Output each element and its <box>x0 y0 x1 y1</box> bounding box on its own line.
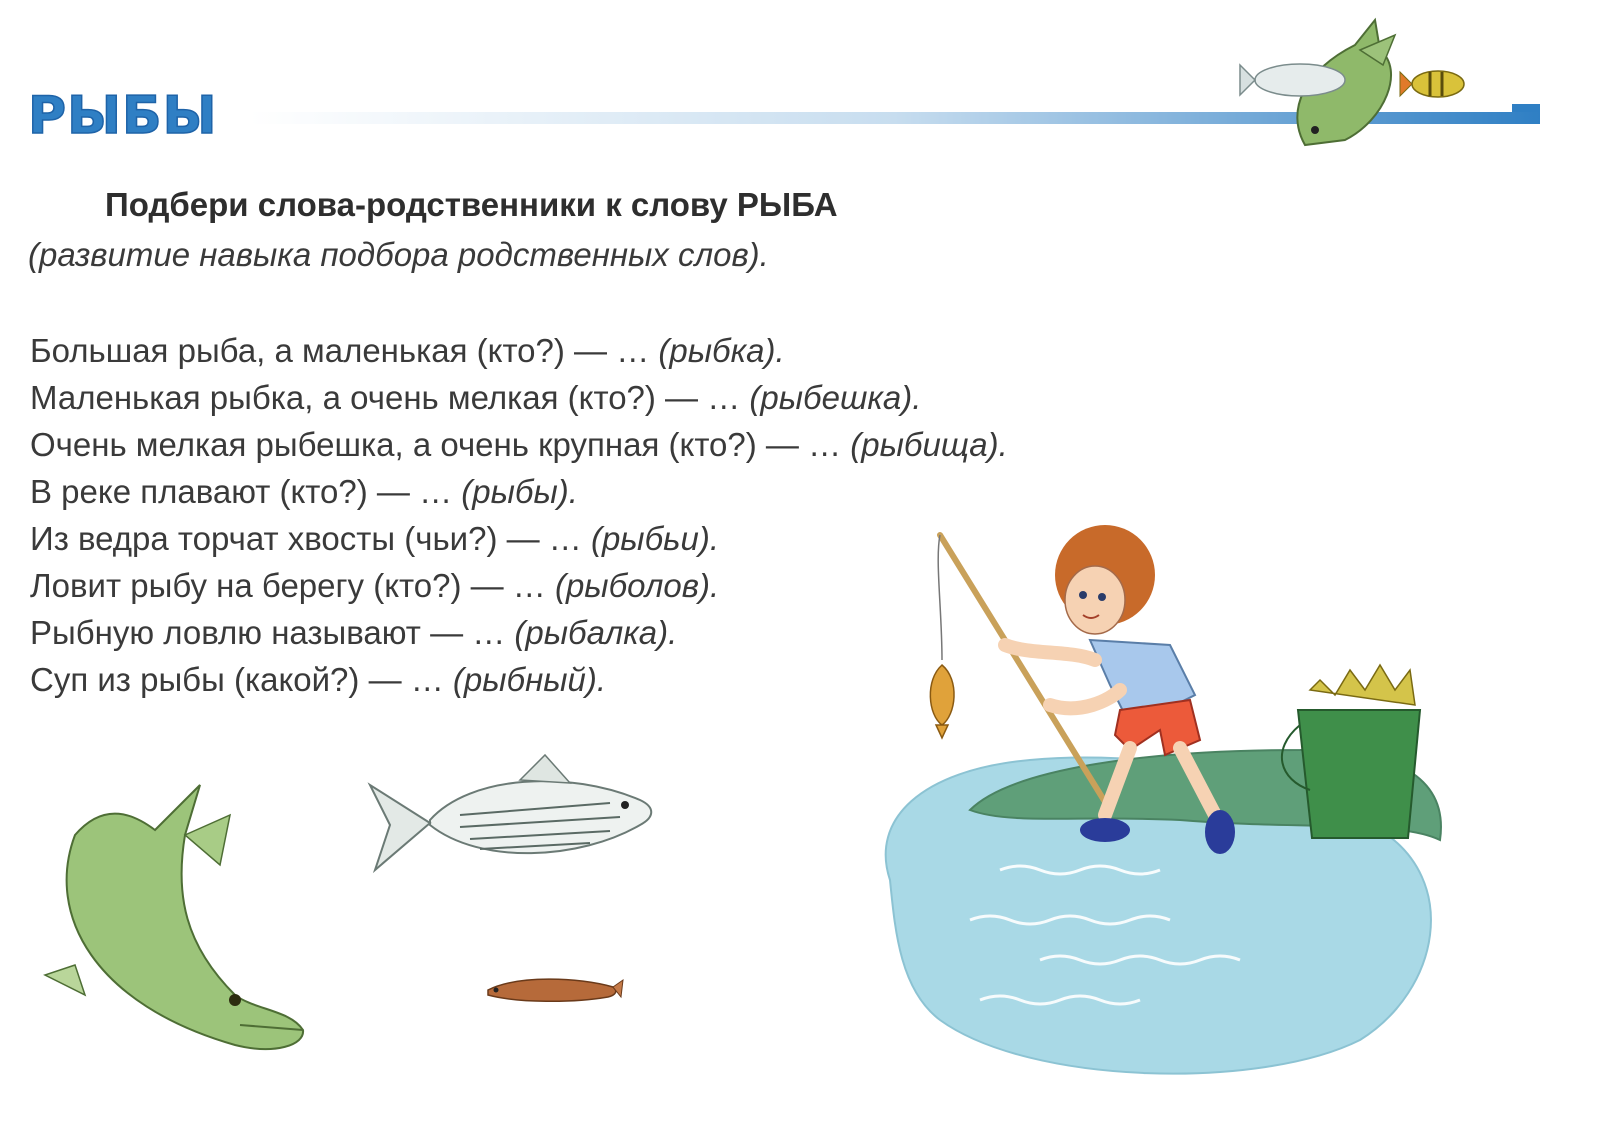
exercise-answer: (рыбка). <box>658 332 785 369</box>
exercise-item <box>30 374 1008 421</box>
exercise-prompt: Маленькая рыбка, а очень мелкая (кто?) — … <box>30 379 741 416</box>
exercise-list <box>30 327 1008 703</box>
pike-icon <box>35 745 325 1065</box>
perch-icon <box>1400 62 1470 107</box>
fishing-scene <box>880 520 1470 1090</box>
striped-bass-icon <box>370 745 660 895</box>
exercise-item <box>30 656 1008 703</box>
exercise-prompt: Очень мелкая рыбешка, а очень крупная (кто?) — … <box>30 426 842 463</box>
exercise-item <box>30 468 1008 515</box>
exercise-item <box>30 327 1008 374</box>
exercise-prompt: Большая рыба, а маленькая (кто?) — … <box>30 332 650 369</box>
exercise-answer: (рыбьи). <box>590 520 720 557</box>
task-heading: Подбери слова-родственники к слову РЫБА <box>105 186 838 223</box>
exercise-prompt: Ловит рыбу на берегу (кто?) — … <box>30 567 546 604</box>
exercise-answer: (рыбешка). <box>749 379 922 416</box>
exercise-answer: (рыбалка). <box>514 614 678 651</box>
caught-fish-icon <box>930 665 954 738</box>
exercise-answer: (рыболов). <box>554 567 720 604</box>
loach-icon <box>478 965 623 1015</box>
exercise-item <box>30 562 1008 609</box>
exercise-item <box>30 609 1008 656</box>
exercise-answer: (рыбы). <box>461 473 578 510</box>
whitefish-icon <box>1240 55 1350 105</box>
exercise-prompt: Из ведра торчат хвосты (чьи?) — … <box>30 520 582 557</box>
corner-marker <box>1512 104 1540 112</box>
task-subtitle: (развитие навыка подбора родственных слов). <box>28 236 769 273</box>
page-title: РЫБЫ <box>28 86 218 146</box>
exercise-prompt: Суп из рыбы (какой?) — … <box>30 661 444 698</box>
exercise-item <box>30 515 1008 562</box>
exercise-prompt: Рыбную ловлю называют — … <box>30 614 506 651</box>
exercise-item <box>30 421 1008 468</box>
exercise-answer: (рыбища). <box>850 426 1008 463</box>
exercise-answer: (рыбный). <box>452 661 607 698</box>
exercise-prompt: В реке плавают (кто?) — … <box>30 473 453 510</box>
